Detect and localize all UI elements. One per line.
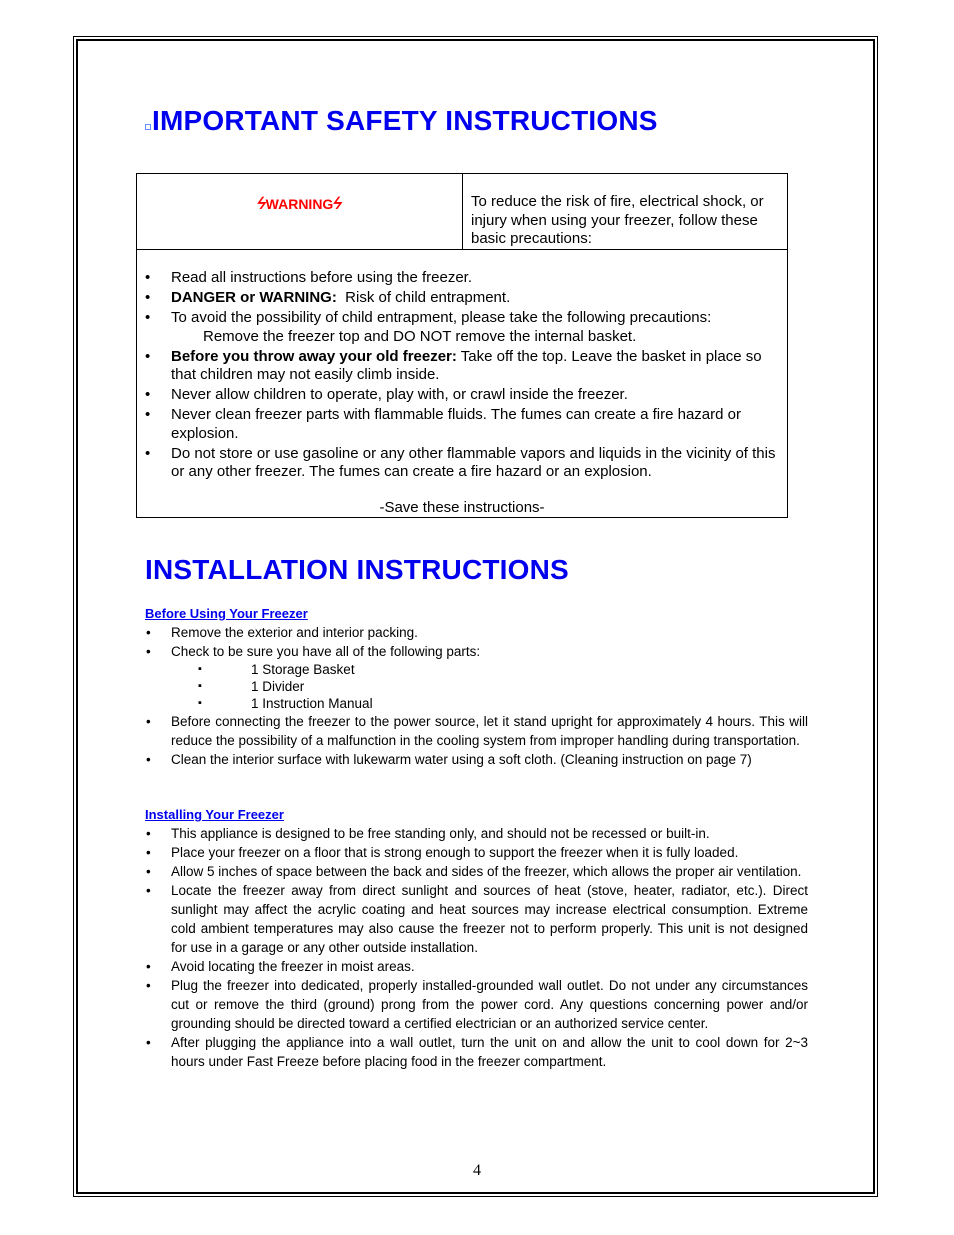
lightning-bolt-icon: ϟ [253, 194, 270, 213]
list-item [137, 289, 787, 308]
list-item: • Allow 5 inches of space between the back and sides of the freezer, which allows the proper air ventilation. [145, 862, 808, 881]
lightning-bolt-icon: ϟ [330, 194, 346, 213]
list-item: • Avoid locating the freezer in moist areas. [145, 957, 808, 976]
warning-header-row [137, 174, 787, 250]
anchor-mark [145, 124, 151, 130]
item-bold: DANGER or WARNING: [171, 289, 337, 306]
before-using-heading[interactable]: Before Using Your Freezer [145, 606, 308, 621]
page-number: 4 [473, 1162, 481, 1179]
safety-title [145, 105, 658, 137]
part-item: ▪ 1 Storage Basket [171, 661, 808, 678]
warning-label-cell [137, 194, 462, 214]
list-item [137, 348, 787, 385]
installation-title: INSTALLATION INSTRUCTIONS [145, 554, 569, 585]
list-item: • Place your freezer on a floor that is strong enough to support the freezer when it is fully loaded. [145, 843, 808, 862]
list-item [137, 386, 787, 405]
list-item [137, 269, 787, 288]
save-instructions: -Save these instructions- [379, 499, 545, 516]
list-item: • Plug the freezer into dedicated, properly installed-grounded wall outlet. Do not under any circumstances cut or remove the third (ground) prong from the power cord. Any questions concerning power and/or grounding should be directed toward a certified electrician or an authorized service center. [145, 976, 808, 1033]
item-text: Check to be sure you have all of the following parts: [171, 644, 481, 659]
item-bold: Before you throw away your old freezer: [171, 347, 457, 365]
parts-list [171, 661, 808, 712]
part-item: ▪ 1 Instruction Manual [171, 695, 808, 712]
list-item: • Clean the interior surface with lukewarm water using a soft cloth. (Cleaning instruction on page 7) [145, 750, 808, 769]
safety-list [137, 269, 787, 483]
item-subtext: Remove the freezer top and DO NOT remove the internal basket. [203, 327, 637, 345]
item-text: Never clean freezer parts with flammable fluids. The fumes can create a fire hazard or explosion. [171, 406, 741, 442]
item-text: Take off the top. Leave the basket in place so that children may not easily climb inside. [171, 347, 762, 383]
warning-text: To reduce the risk of fire, electrical shock, or injury when using your freezer, follow these basic precautions: [471, 193, 764, 247]
list-item [137, 445, 787, 482]
list-item: • This appliance is designed to be free standing only, and should not be recessed or built-in. [145, 824, 808, 843]
item-text: Do not store or use gasoline or any other flammable vapors and liquids in the vicinity of this or any other freezer. The fumes can create a fire hazard or an explosion. [171, 444, 776, 480]
item-text: Never allow children to operate, play with, or crawl inside the freezer. [171, 386, 628, 403]
list-item [145, 642, 808, 712]
item-text: Risk of child entrapment. [336, 289, 511, 306]
before-using-list [145, 623, 808, 769]
installing-heading[interactable]: Installing Your Freezer [145, 807, 284, 822]
list-item: • Locate the freezer away from direct sunlight and sources of heat (stove, heater, radiator, etc.). Direct sunlight may affect the acrylic coating and heat sources may increase electrical consumption. Extreme cold ambient temperatures may also cause the freezer not to perform properly. This unit is not designed for use in a garage or any other outside installation. [145, 881, 808, 957]
list-item: • After plugging the appliance into a wall outlet, turn the unit on and allow the unit to cool down for 2~3 hours under Fast Freeze before placing food in the freezer compartment. [145, 1033, 808, 1071]
safety-title-text: IMPORTANT SAFETY INSTRUCTIONS [152, 105, 658, 136]
warning-box [136, 173, 788, 518]
installing-list [145, 824, 808, 1071]
list-item [137, 406, 787, 443]
list-item [137, 309, 787, 346]
item-text: To avoid the possibility of child entrapment, please take the following precautions: [171, 309, 712, 326]
warning-label: WARNING [265, 196, 334, 212]
list-item: • Before connecting the freezer to the power source, let it stand upright for approximately 4 hours. This will reduce the possibility of a malfunction in the cooling system from improper handling during transportation. [145, 712, 808, 750]
item-text: Read all instructions before using the freezer. [171, 269, 473, 286]
list-item: • Remove the exterior and interior packing. [145, 623, 808, 642]
part-item: ▪ 1 Divider [171, 678, 808, 695]
cell-divider [462, 174, 463, 249]
